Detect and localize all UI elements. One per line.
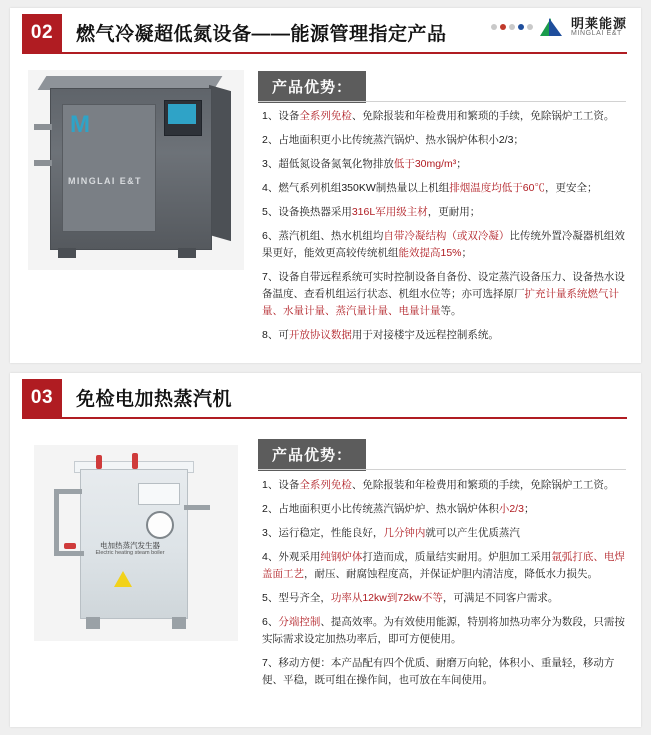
- advantages-tab-02: 产品优势：: [258, 71, 366, 103]
- brand-name-cn: 明莱能源: [570, 15, 627, 31]
- header-divider: [22, 52, 627, 54]
- advantages-divider-03: [258, 469, 626, 470]
- header-divider: [22, 417, 627, 419]
- list-item: 2、占地面积更小比传统蒸汽锅炉、热水锅炉体积小2/3；: [262, 134, 524, 146]
- warning-icon: [114, 571, 132, 587]
- list-item: 1、设备全系列免检、免除报装和年检费用和繁琐的手续，免除锅炉工工资。: [262, 110, 615, 122]
- page-title: 免检电加热蒸汽机: [76, 389, 233, 410]
- list-item: 1、设备全系列免检、免除报装和年检费用和繁琐的手续，免除锅炉工工资。: [262, 479, 615, 491]
- minglai-logo-icon: [540, 16, 566, 38]
- advantages-list-03: [262, 477, 626, 696]
- list-item: 6、蒸汽机组、热水机组均自带冷凝结构（或双冷凝）比传统外置冷凝器机组效果更好，能效更高较传统机组能效提高15%；: [262, 230, 625, 259]
- section-card-02: [10, 8, 641, 363]
- list-item: 7、设备自带远程系统可实时控制设备自备份、设定蒸汽设备压力、设备热水设备温度、查看机组运行状态、机组水位等；亦可选择原厂扩充计量系统燃气计量、水量计量、蒸汽量计量、电量计量等。: [262, 271, 625, 317]
- brand-dots-icon: [491, 24, 533, 30]
- unit-logo-mark: М: [70, 111, 90, 138]
- list-item: 3、超低氮设备氮氧化物排放低于30mg/m³；: [262, 158, 467, 170]
- advantages-tab-03: 产品优势：: [258, 439, 366, 471]
- advantages-list-02: [262, 108, 626, 351]
- list-item: 5、设备换热器采用316L军用级主材，更耐用；: [262, 206, 481, 218]
- section-number-badge: 02: [22, 14, 62, 52]
- brand-text: [571, 17, 627, 38]
- list-item: 5、型号齐全，功率从12kw到72kw不等，可满足不同客户需求。: [262, 592, 559, 604]
- list-item: 6、分端控制、提高效率。为有效使用能源，特别将加热功率分为数段，只需按实际需求设定加热功率后，即可方便使用。: [262, 616, 625, 645]
- list-item: 8、可开放协议数据用于对接楼宇及远程控制系统。: [262, 329, 499, 341]
- unit-label-cn: 电加热蒸汽发生器: [100, 541, 160, 550]
- product-image-03: [34, 445, 238, 641]
- list-item: 4、燃气系列机组350KW制热量以上机组排烟温度均低于60℃，更安全；: [262, 182, 598, 194]
- list-item: 2、占地面积更小比传统蒸汽锅炉炉、热水锅炉体积小2/3；: [262, 503, 535, 515]
- list-item: 3、运行稳定，性能良好，几分钟内就可以产生优质蒸汽: [262, 527, 520, 539]
- advantages-divider-02: [258, 101, 626, 102]
- brand-name-en: MINGLAI E&T: [570, 30, 622, 38]
- section-header-02: [10, 8, 641, 54]
- unit-label-en: Electric heating steam boiler: [95, 550, 165, 557]
- list-item: 4、外观采用纯钢炉体打造而成，质量结实耐用。炉胆加工采用氩弧打底、电焊盖面工艺，耐压、耐腐蚀程度高，并保证炉胆内清洁度，降低水力损失。: [262, 551, 625, 580]
- unit-label: [94, 541, 166, 557]
- section-number-badge: 03: [22, 379, 62, 417]
- page-title: 燃气冷凝超低氮设备——能源管理指定产品: [76, 24, 447, 45]
- brand-logo-group: [491, 16, 627, 38]
- list-item: 7、移动方便：本产品配有四个优质、耐磨万向轮，体积小、重量轻，移动方便、平稳，既可组在操作间，也可放在车间使用。: [262, 657, 615, 686]
- product-image-02: [28, 70, 244, 270]
- section-card-03: [10, 373, 641, 727]
- section-header-03: [10, 373, 641, 419]
- unit-brand-text: MINGLAI E&T: [68, 176, 142, 186]
